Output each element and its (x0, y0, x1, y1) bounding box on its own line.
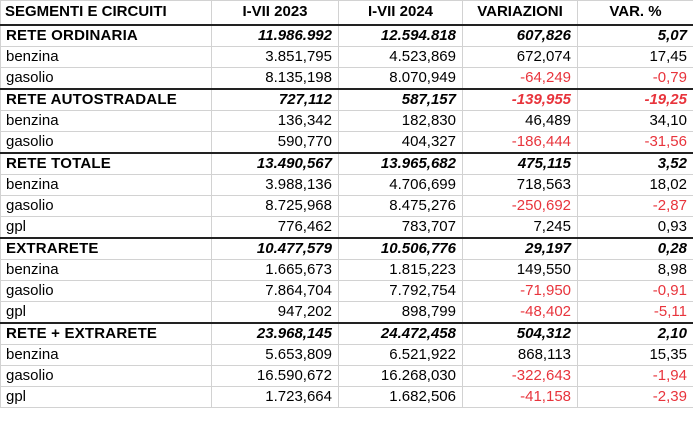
variation-percent-cell: 0,93 (578, 216, 693, 238)
variation-cell: 672,074 (463, 46, 578, 67)
value-2024-cell: 10.506,776 (339, 238, 463, 260)
variation-cell: -48,402 (463, 301, 578, 323)
segment-cell: gasolio (1, 195, 212, 216)
value-2024-cell: 587,157 (339, 89, 463, 111)
value-2023-cell: 8.135,198 (212, 67, 339, 89)
header-segment: SEGMENTI E CIRCUITI (1, 1, 212, 25)
variation-percent-cell: -2,87 (578, 195, 693, 216)
segment-cell: benzina (1, 110, 212, 131)
segment-cell: gpl (1, 216, 212, 238)
variation-percent-cell: 2,10 (578, 323, 693, 345)
segment-cell: benzina (1, 259, 212, 280)
value-2023-cell: 590,770 (212, 131, 339, 153)
variation-percent-cell: -2,39 (578, 386, 693, 407)
value-2024-cell: 13.965,682 (339, 153, 463, 175)
segment-cell: benzina (1, 174, 212, 195)
table-row (1, 301, 693, 323)
variation-cell: 868,113 (463, 344, 578, 365)
table-row (1, 46, 693, 67)
variation-cell: 29,197 (463, 238, 578, 260)
value-2024-cell: 783,707 (339, 216, 463, 238)
header-period-2024: I-VII 2024 (339, 1, 463, 25)
variation-cell: -41,158 (463, 386, 578, 407)
value-2023-cell: 727,112 (212, 89, 339, 111)
variation-percent-cell: 34,10 (578, 110, 693, 131)
value-2023-cell: 3.851,795 (212, 46, 339, 67)
value-2024-cell: 898,799 (339, 301, 463, 323)
value-2024-cell: 12.594.818 (339, 25, 463, 47)
variation-cell: -139,955 (463, 89, 578, 111)
value-2023-cell: 136,342 (212, 110, 339, 131)
variation-percent-cell: -1,94 (578, 365, 693, 386)
variation-cell: 607,826 (463, 25, 578, 47)
section-row (1, 89, 693, 111)
value-2024-cell: 7.792,754 (339, 280, 463, 301)
table-row (1, 216, 693, 238)
variation-cell: 46,489 (463, 110, 578, 131)
value-2024-cell: 16.268,030 (339, 365, 463, 386)
segment-cell: benzina (1, 344, 212, 365)
value-2024-cell: 404,327 (339, 131, 463, 153)
variation-percent-cell: 8,98 (578, 259, 693, 280)
table-row (1, 110, 693, 131)
value-2023-cell: 11.986.992 (212, 25, 339, 47)
segment-cell: RETE AUTOSTRADALE (1, 89, 212, 111)
variation-percent-cell: -5,11 (578, 301, 693, 323)
segment-cell: benzina (1, 46, 212, 67)
value-2023-cell: 1.665,673 (212, 259, 339, 280)
value-2023-cell: 7.864,704 (212, 280, 339, 301)
table-row (1, 386, 693, 407)
value-2024-cell: 4.706,699 (339, 174, 463, 195)
variation-percent-cell: -31,56 (578, 131, 693, 153)
segment-cell: gpl (1, 386, 212, 407)
variation-percent-cell: 15,35 (578, 344, 693, 365)
table-header (1, 1, 693, 25)
variation-percent-cell: 3,52 (578, 153, 693, 175)
value-2023-cell: 16.590,672 (212, 365, 339, 386)
variation-percent-cell: -0,79 (578, 67, 693, 89)
variation-cell: -250,692 (463, 195, 578, 216)
variation-percent-cell: 5,07 (578, 25, 693, 47)
variation-cell: 718,563 (463, 174, 578, 195)
segment-cell: RETE TOTALE (1, 153, 212, 175)
table-row (1, 67, 693, 89)
header-variation-percent: VAR. % (578, 1, 693, 25)
variation-cell: 7,245 (463, 216, 578, 238)
table-row (1, 259, 693, 280)
value-2023-cell: 5.653,809 (212, 344, 339, 365)
segment-cell: gpl (1, 301, 212, 323)
table-body (1, 25, 693, 408)
value-2023-cell: 13.490,567 (212, 153, 339, 175)
section-row (1, 323, 693, 345)
value-2023-cell: 8.725,968 (212, 195, 339, 216)
section-row (1, 25, 693, 47)
variation-percent-cell: 18,02 (578, 174, 693, 195)
value-2023-cell: 3.988,136 (212, 174, 339, 195)
value-2024-cell: 8.070,949 (339, 67, 463, 89)
table-row (1, 280, 693, 301)
variation-cell: -322,643 (463, 365, 578, 386)
value-2024-cell: 8.475,276 (339, 195, 463, 216)
value-2023-cell: 1.723,664 (212, 386, 339, 407)
value-2024-cell: 24.472,458 (339, 323, 463, 345)
value-2023-cell: 23.968,145 (212, 323, 339, 345)
value-2024-cell: 6.521,922 (339, 344, 463, 365)
segment-cell: gasolio (1, 280, 212, 301)
value-2024-cell: 182,830 (339, 110, 463, 131)
table-row (1, 344, 693, 365)
variation-cell: -71,950 (463, 280, 578, 301)
value-2024-cell: 4.523,869 (339, 46, 463, 67)
table-row (1, 195, 693, 216)
variation-cell: 149,550 (463, 259, 578, 280)
section-row (1, 153, 693, 175)
variation-cell: 475,115 (463, 153, 578, 175)
value-2023-cell: 947,202 (212, 301, 339, 323)
variation-cell: -186,444 (463, 131, 578, 153)
section-row (1, 238, 693, 260)
variation-percent-cell: -19,25 (578, 89, 693, 111)
header-period-2023: I-VII 2023 (212, 1, 339, 25)
table-row (1, 174, 693, 195)
variation-cell: 504,312 (463, 323, 578, 345)
value-2023-cell: 776,462 (212, 216, 339, 238)
variation-percent-cell: 17,45 (578, 46, 693, 67)
value-2024-cell: 1.682,506 (339, 386, 463, 407)
variation-percent-cell: 0,28 (578, 238, 693, 260)
segment-cell: RETE + EXTRARETE (1, 323, 212, 345)
value-2023-cell: 10.477,579 (212, 238, 339, 260)
segment-cell: gasolio (1, 365, 212, 386)
header-variation: VARIAZIONI (463, 1, 578, 25)
variation-cell: -64,249 (463, 67, 578, 89)
segment-cell: gasolio (1, 131, 212, 153)
table-row (1, 365, 693, 386)
header-row (1, 1, 693, 25)
value-2024-cell: 1.815,223 (339, 259, 463, 280)
segment-cell: RETE ORDINARIA (1, 25, 212, 47)
table-row (1, 131, 693, 153)
segment-cell: gasolio (1, 67, 212, 89)
variation-percent-cell: -0,91 (578, 280, 693, 301)
segment-cell: EXTRARETE (1, 238, 212, 260)
